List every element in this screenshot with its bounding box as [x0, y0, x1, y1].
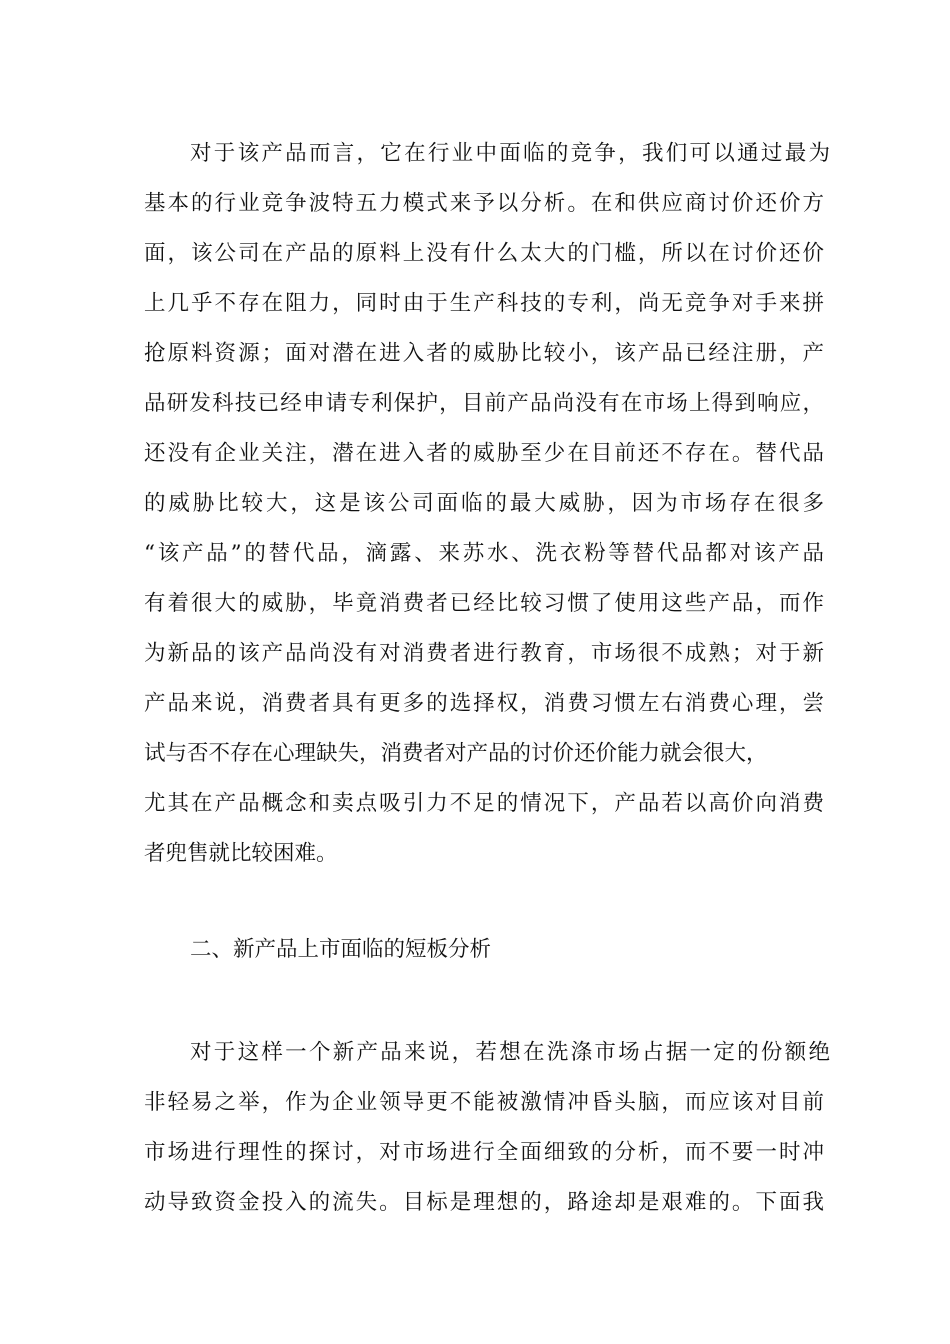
- paragraph-1-line: 有着很大的威胁，毕竟消费者已经比较习惯了使用这些产品，而作: [144, 591, 824, 616]
- paragraph-1-line: 上几乎不存在阻力，同时由于生产科技的专利，尚无竞争对手来拼: [144, 291, 824, 316]
- paragraph-1-line: 尤其在产品概念和卖点吸引力不足的情况下，产品若以高价向消费: [144, 791, 824, 816]
- paragraph-1-line: 对于该产品而言，它在行业中面临的竞争，我们可以通过最为: [190, 141, 830, 166]
- paragraph-1-line: 面，该公司在产品的原料上没有什么太大的门槛，所以在讨价还价: [144, 241, 824, 266]
- paragraph-2-line: 非轻易之举，作为企业领导更不能被激情冲昏头脑，而应该对目前: [144, 1090, 824, 1115]
- paragraph-2-line: 市场进行理性的探讨，对市场进行全面细致的分析，而不要一时冲: [144, 1140, 824, 1165]
- paragraph-2-line: 动导致资金投入的流失。目标是理想的，路途却是艰难的。下面我: [144, 1190, 824, 1215]
- paragraph-1-line: 产品来说，消费者具有更多的选择权，消费习惯左右消费心理，尝: [144, 691, 824, 716]
- paragraph-1-line: 品研发科技已经申请专利保护，目前产品尚没有在市场上得到响应，: [144, 391, 824, 416]
- section-heading: 二、新产品上市面临的短板分析: [190, 937, 492, 962]
- paragraph-1-line: “该产品”的替代品，滴露、来苏水、洗衣粉等替代品都对该产品: [144, 541, 824, 566]
- paragraph-1-line: 试与否不存在心理缺失，消费者对产品的讨价还价能力就会很大，: [144, 741, 768, 766]
- paragraph-1-line: 为新品的该产品尚没有对消费者进行教育，市场很不成熟；对于新: [144, 641, 824, 666]
- paragraph-1-line: 者兜售就比较困难。: [144, 841, 338, 866]
- paragraph-1-line: 的威胁比较大，这是该公司面临的最大威胁，因为市场存在很多: [144, 491, 824, 516]
- paragraph-2-line: 对于这样一个新产品来说，若想在洗涤市场占据一定的份额绝: [190, 1040, 830, 1065]
- paragraph-1-line: 基本的行业竞争波特五力模式来予以分析。在和供应商讨价还价方: [144, 191, 824, 216]
- paragraph-1-line: 还没有企业关注，潜在进入者的威胁至少在目前还不存在。替代品: [144, 441, 824, 466]
- paragraph-1-line: 抢原料资源；面对潜在进入者的威胁比较小，该产品已经注册，产: [144, 341, 824, 366]
